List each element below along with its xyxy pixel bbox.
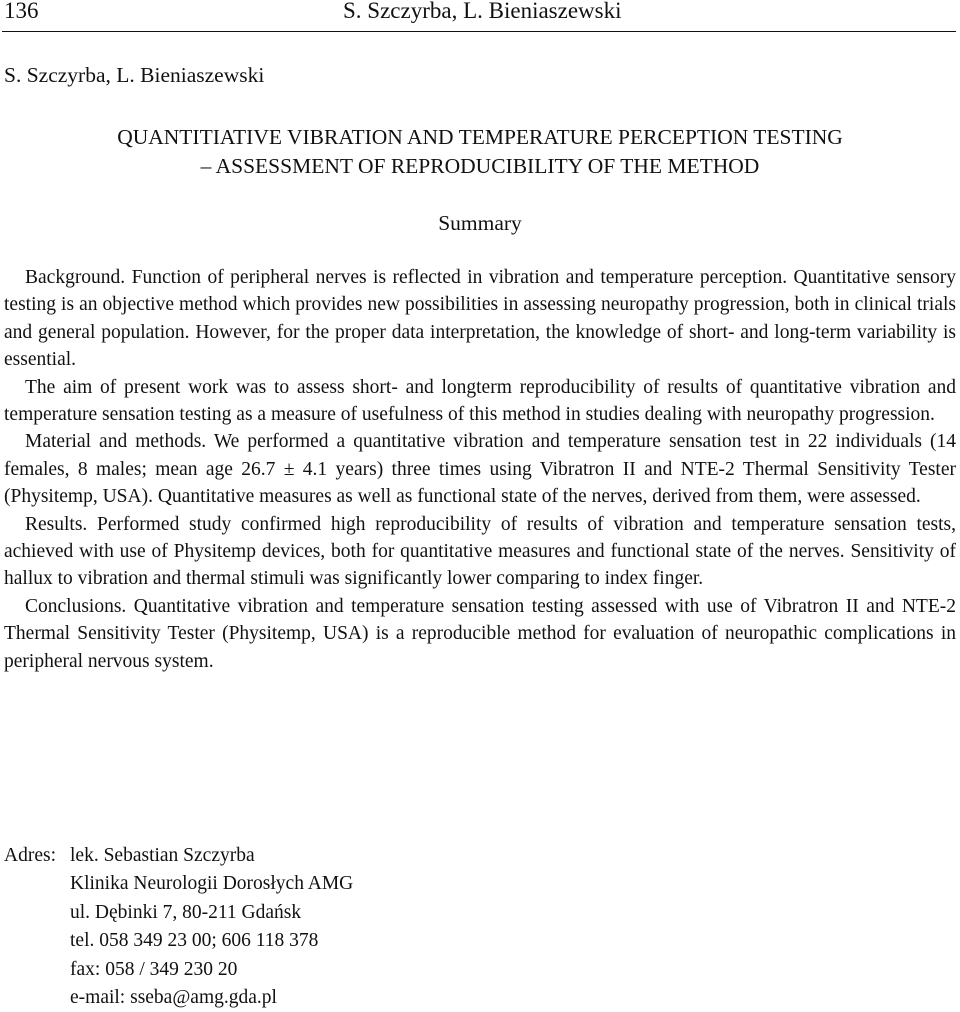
address-row-fax xyxy=(4,956,353,984)
page-number: 136 xyxy=(4,0,39,23)
address-name: lek. Sebastian Szczyrba xyxy=(70,845,255,866)
header-rule xyxy=(2,31,956,32)
address-institution: Klinika Neurologii Dorosłych AMG xyxy=(70,873,354,895)
title-line-2: – ASSESSMENT OF REPRODUCIBILITY OF THE METHOD xyxy=(200,154,760,178)
abstract-aim: The aim of present work was to assess short- and longterm reproducibility of results of quantitative vibration and temperature sensation testing as a measure of usefulness of this method in studies dealing with neuropathy progression. xyxy=(4,376,956,426)
abstract-results: Results. Performed study confirmed high reproducibility of results of vibration and temperature sensation tests, achieved with use of Physitemp devices, both for quantitative measures and functional state of the nerves. Sensitivity of hallux to vibration and thermal stimuli was significantly lower comparing to index finger. xyxy=(4,513,956,590)
title-line-1: QUANTITIATIVE VIBRATION AND TEMPERATURE PERCEPTION TESTING xyxy=(117,125,843,149)
address-email: e-mail: sseba@amg.gda.pl xyxy=(70,987,277,1009)
abstract-conclusions: Conclusions. Quantitative vibration and temperature sensation testing assessed with use of Vibratron II and NTE-2 Thermal Sensitivity Tester (Physitemp, USA) is a reproducible method for evaluation of neuropathic complications in peripheral nervous system. xyxy=(4,595,956,672)
address-row-name xyxy=(4,842,353,870)
address-label: Adres: xyxy=(4,845,56,866)
address-tel: tel. 058 349 23 00; 606 118 378 xyxy=(70,930,319,952)
abstract-body xyxy=(4,264,956,675)
running-head xyxy=(4,0,956,28)
address-row-tel xyxy=(4,927,353,955)
author-byline: S. Szczyrba, L. Bieniaszewski xyxy=(4,63,265,87)
correspondence-address xyxy=(4,842,353,1012)
paper-title xyxy=(0,123,960,181)
address-street: ul. Dębinki 7, 80-211 Gdańsk xyxy=(70,901,302,923)
running-head-authors: S. Szczyrba, L. Bieniaszewski xyxy=(343,0,622,23)
address-row-street xyxy=(4,899,353,927)
abstract-background: Background. Function of peripheral nerves is reflected in vibration and temperature perception. Quantitative sensory testing is an objective method which provides new possibilities in assessing neuropathy progression, both in clinical trials and general population. However, for the proper data interpretation, the knowledge of short- and long-term variability is essential. xyxy=(4,267,956,371)
address-row-institution xyxy=(4,870,353,898)
address-fax: fax: 058 / 349 230 20 xyxy=(70,958,238,980)
summary-heading: Summary xyxy=(438,211,522,235)
address-row-email xyxy=(4,984,353,1012)
abstract-methods: Material and methods. We performed a quantitative vibration and temperature sensation test in 22 individuals (14 females, 8 males; mean age 26.7 ± 4.1 years) three times using Vibratron II and NTE-2 Thermal Sensitivity Tester (Physitemp, USA). Quantitative measures as well as functional state of the nerves, derived from them, were assessed. xyxy=(4,431,956,508)
